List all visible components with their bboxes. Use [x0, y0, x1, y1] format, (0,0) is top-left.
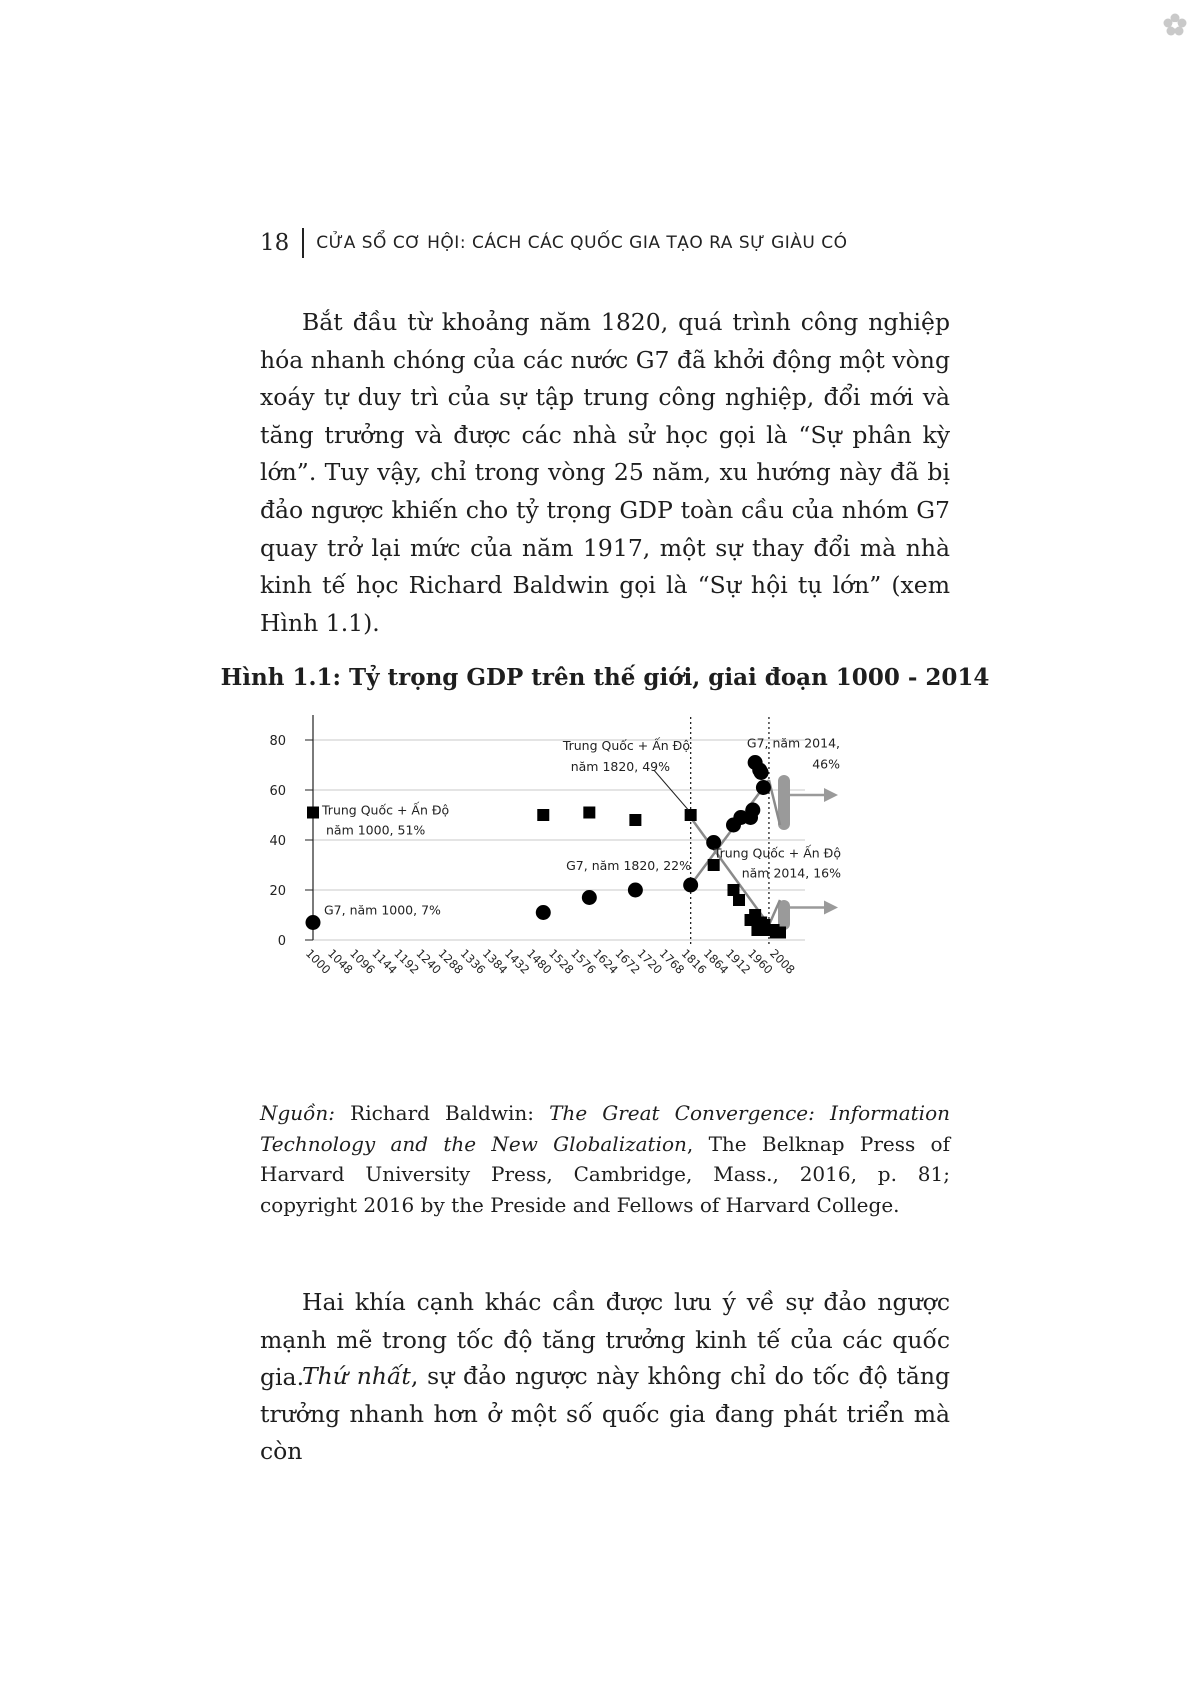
- y-tick-label: 60: [269, 784, 286, 799]
- paragraph-1-text: Bắt đầu từ khoảng năm 1820, quá trình công nghiệp hóa nhanh chóng của các nước G7 đã khởi động một vòng xoáy tự duy trì của sự tập trung công nghiệp, đổi mới và tăng trưởng và được các nhà sử học gọi là “Sự phân kỳ lớn”. Tuy vậy, chỉ trong vòng 25 năm, xu hướng này đã bị đảo ngược khiến cho tỷ trọng GDP toàn cầu của nhóm G7 quay trở lại mức của năm 1917, một sự thay đổi mà nhà kinh tế học Richard Baldwin gọi là “Sự hội tụ lớn” (xem Hình 1.1).: [260, 308, 950, 637]
- x-tick-label: 1336: [457, 946, 489, 977]
- x-tick-label: 1432: [501, 946, 533, 977]
- x-tick-label: 1720: [634, 946, 666, 977]
- x-tick-label: 2008: [767, 946, 798, 977]
- square-marker: [708, 859, 720, 871]
- page-number: 18: [260, 230, 290, 256]
- gdp-share-chart: [250, 715, 970, 1070]
- paragraph-2-text: Hai khía cạnh khác cần được lưu ý về sự đảo ngược mạnh mẽ trong tốc độ tăng trưởng kinh tế của các quốc gia.: [260, 1288, 950, 1392]
- square-marker: [307, 807, 319, 819]
- x-tick-label: 1096: [347, 946, 378, 977]
- circle-marker: [754, 765, 769, 780]
- paragraph-3-text: , sự đảo ngược này không chỉ do tốc độ tăng trưởng nhanh hơn ở một số quốc gia đang phát triển mà còn: [260, 1362, 951, 1466]
- projection-arrow-head: [824, 788, 838, 802]
- square-marker: [537, 809, 549, 821]
- x-tick-label: 1912: [722, 946, 754, 977]
- circle-marker: [628, 883, 643, 898]
- x-tick-label: 1048: [324, 946, 356, 977]
- x-tick-label: 1816: [678, 946, 710, 977]
- annotation-cn-1000-a: Trung Quốc + Ấn Độ: [322, 802, 450, 818]
- y-tick-label: 80: [269, 734, 286, 749]
- y-tick-label: 20: [269, 884, 286, 899]
- annotation-g7-2014-a: G7, năm 2014,: [746, 735, 840, 751]
- x-tick-label: 1960: [745, 946, 776, 977]
- square-marker: [629, 814, 641, 826]
- square-marker: [583, 807, 595, 819]
- figure-title: Hình 1.1: Tỷ trọng GDP trên thế giới, giai đoạn 1000 - 2014: [220, 664, 990, 691]
- square-marker: [685, 809, 697, 821]
- projection-column-1: [778, 900, 790, 930]
- circle-marker: [536, 905, 551, 920]
- x-tick-label: 1288: [435, 946, 467, 977]
- body-paragraph-3: [260, 1358, 950, 1471]
- square-marker: [733, 894, 745, 906]
- y-tick-label: 0: [277, 934, 286, 949]
- source-book-title: The Great Convergence: Information Technology and the New Globalization: [260, 1101, 950, 1156]
- annotation-cn-1000-b: năm 1000, 51%: [326, 822, 426, 838]
- circle-marker: [745, 803, 760, 818]
- circle-marker: [306, 915, 321, 930]
- source-details: , The Belknap Press of Harvard University Press, Cambridge, Mass., 2016, p. 81; copyright 2016 by the Preside and Fellows of Harvard College.: [260, 1131, 950, 1217]
- annotation-g7-2014-b: 46%: [812, 756, 840, 772]
- body-paragraph-1: [260, 304, 950, 642]
- annotation-cn-2014-a: Trung Quốc + Ấn Độ: [713, 845, 841, 861]
- running-header: [260, 226, 848, 260]
- x-tick-label: 1624: [590, 946, 621, 977]
- x-tick-label: 1480: [523, 946, 555, 977]
- x-tick-label: 1192: [391, 946, 422, 977]
- projection-arrow-head: [824, 901, 838, 915]
- annotation-g7-1000: G7, năm 1000, 7%: [324, 902, 441, 918]
- header-divider: [302, 228, 304, 258]
- square-marker: [774, 927, 786, 939]
- annotation-g7-1820: G7, năm 1820, 22%: [566, 858, 691, 873]
- source-label: Nguồn:: [260, 1101, 336, 1125]
- annotation-cn-2014-b: năm 2014, 16%: [741, 865, 841, 881]
- paragraph-3-lead: Thứ nhất: [302, 1362, 411, 1390]
- annotation-cn-1820-a: Trung Quốc + Ấn Độ: [562, 738, 690, 753]
- annotation-cn-1820-b: năm 1820, 49%: [570, 759, 670, 774]
- circle-marker: [683, 878, 698, 893]
- x-tick-label: 1768: [656, 946, 688, 977]
- x-tick-label: 1000: [302, 946, 334, 977]
- x-tick-label: 1144: [369, 946, 400, 977]
- circle-marker: [756, 780, 771, 795]
- x-tick-label: 1528: [546, 946, 577, 977]
- circle-marker: [582, 890, 597, 905]
- x-tick-label: 1576: [568, 946, 599, 977]
- running-title: CỬA SỔ CƠ HỘI: CÁCH CÁC QUỐC GIA TẠO RA SỰ GIÀU CÓ: [316, 233, 848, 253]
- x-tick-label: 1672: [612, 946, 643, 977]
- x-tick-label: 1384: [479, 946, 511, 977]
- x-tick-label: 1240: [413, 946, 445, 977]
- source-author: Richard Baldwin:: [335, 1101, 550, 1125]
- y-tick-label: 40: [269, 834, 286, 849]
- flower-ornament-icon: [1162, 12, 1188, 38]
- x-tick-label: 1864: [700, 946, 732, 977]
- figure-source: [260, 1098, 950, 1220]
